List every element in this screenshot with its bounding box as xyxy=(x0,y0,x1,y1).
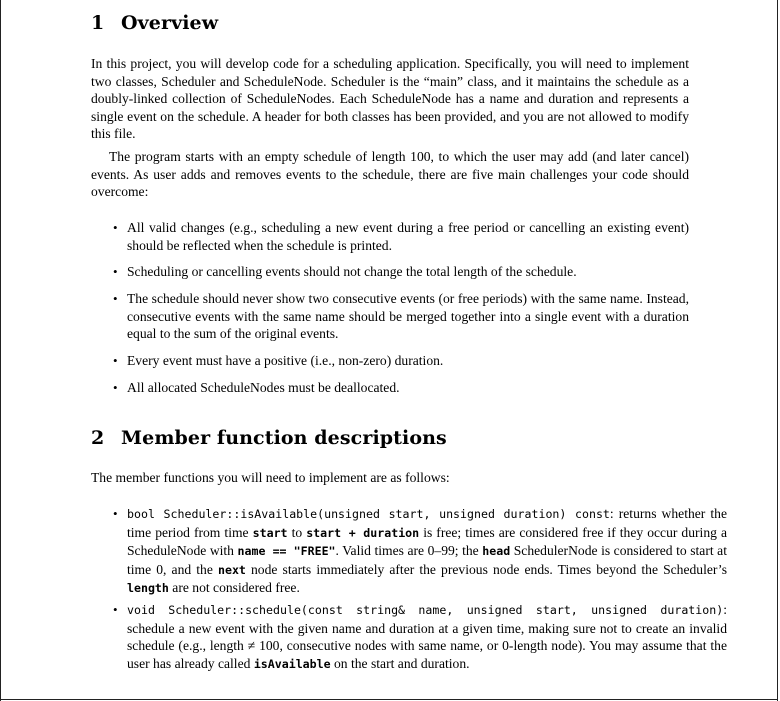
section-2-heading xyxy=(91,427,447,449)
member-functions-intro: The member functions you will need to implement are as follows: xyxy=(91,470,450,485)
page-border-right xyxy=(777,0,778,701)
bullet-icon: • xyxy=(113,353,118,368)
inline-code: length xyxy=(127,581,169,595)
section-1-heading xyxy=(91,12,218,34)
inline-code: isAvailable xyxy=(253,656,331,671)
inline-code: next xyxy=(217,562,246,577)
challenge-text: All valid changes (e.g., scheduling a new event during a free period or cancelling an existing event) should be reflected when the schedule is printed. xyxy=(127,220,689,253)
isavailable-signature: bool Scheduler::isAvailable(unsigned start, unsigned duration) const xyxy=(127,507,610,521)
challenge-item xyxy=(113,219,689,254)
inline-code: head xyxy=(482,544,511,558)
challenge-text: All allocated ScheduleNodes must be deallocated. xyxy=(127,380,400,395)
bullet-icon: • xyxy=(113,380,118,395)
description-text: to xyxy=(287,524,307,540)
description-text: . Valid times are 0–99; the xyxy=(335,543,483,558)
description-text: : returns whether the time period from time xyxy=(127,506,727,540)
section-1-number: 1 xyxy=(91,12,105,34)
challenge-text: Scheduling or cancelling events should not change the total length of the schedule. xyxy=(127,264,577,279)
bullet-icon: • xyxy=(113,291,118,306)
page-border-bottom xyxy=(0,699,778,700)
description-text: on the start and duration. xyxy=(330,655,470,671)
inline-code: start xyxy=(252,525,288,540)
description-text: SchedulerNode is considered to start at time 0, and the xyxy=(127,543,727,577)
section-2-number: 2 xyxy=(91,427,105,449)
description-text: node starts immediately after the previous node ends. Times beyond the Scheduler’s xyxy=(245,561,727,577)
overview-paragraph-2: The program starts with an empty schedule of length 100, to which the user may add (and later cancel) events. As user adds and removes events to the schedule, there are five main challenges your code should overcome: xyxy=(91,149,689,199)
challenge-item xyxy=(113,263,689,281)
page-border-left xyxy=(0,0,1,701)
bullet-icon: • xyxy=(113,602,118,617)
challenge-text: Every event must have a positive (i.e., non-zero) duration. xyxy=(127,353,444,368)
inline-code: start + duration xyxy=(306,525,420,540)
description-text: 100, consecutive nodes with same name, or 0-length node). You may assume that the user has already called xyxy=(127,638,727,671)
not-equal-symbol: ≠ xyxy=(247,638,256,653)
bullet-icon: • xyxy=(113,506,118,521)
description-text: are not considered free. xyxy=(168,580,300,595)
challenge-item xyxy=(113,352,689,370)
inline-code: name == "FREE" xyxy=(237,544,336,558)
section-2-title: Member function descriptions xyxy=(121,427,447,449)
challenge-item xyxy=(113,379,689,397)
function-item-isavailable xyxy=(113,505,727,598)
schedule-signature: void Scheduler::schedule(const string& name, unsigned start, unsigned duration) xyxy=(127,603,724,617)
challenge-item xyxy=(113,290,689,343)
bullet-icon: • xyxy=(113,264,118,279)
overview-paragraph-1: In this project, you will develop code for a scheduling application. Specifically, you will need to implement two classes, Scheduler and ScheduleNode. Scheduler is the “main” class, and it maintains the schedule as a doubly-linked collection of ScheduleNodes. Each ScheduleNode has a name and duration and represents a single event on the schedule. A header for both classes has been provided, and you are not allowed to modify this file. xyxy=(91,56,689,141)
description-text: is free; times are considered free if they occur during a ScheduleNode with xyxy=(127,524,727,558)
bullet-icon: • xyxy=(113,220,118,235)
section-1-title: Overview xyxy=(121,12,219,34)
description-text: : schedule a new event with the given name and duration at a given time, making sure not to create an invalid schedule (e.g., length xyxy=(127,602,727,653)
challenge-text: The schedule should never show two consecutive events (or free periods) with the same name. Instead, consecutive events with the same name should be merged together into a single event with a duration equal to the sum of the original events. xyxy=(127,291,689,341)
function-item-schedule xyxy=(113,601,727,673)
